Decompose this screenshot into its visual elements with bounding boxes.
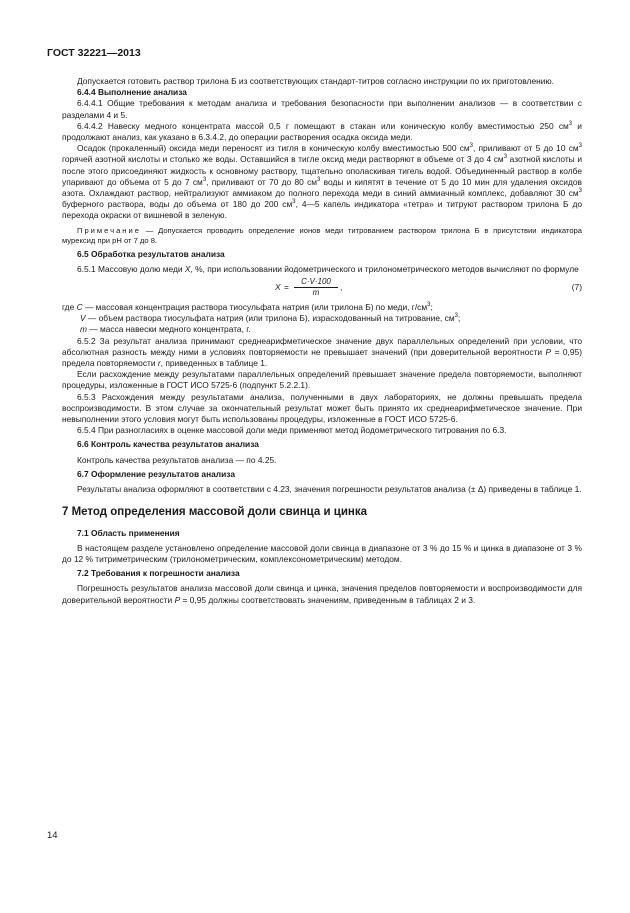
- definition-m: m — масса навески медного концентрата, г.: [80, 324, 251, 335]
- formula-comma: ,: [340, 282, 343, 293]
- formula-lhs: X: [275, 282, 281, 293]
- page-number: 14: [47, 830, 58, 841]
- definition-v: V — объем раствора тиосульфата натрия (или трилона Б), израсходованный на титрование, $см^3$;: [80, 313, 461, 324]
- section-title-6-4-4: 6.4.4 Выполнение анализа: [77, 87, 187, 98]
- paragraph-6-4-4-1: 6.4.4.1 Общие требования к методам анализа и требования безопасности при выполнении анализов — в соответствии с разделами 4 и 5.: [62, 98, 582, 120]
- formula-equals: =: [284, 282, 289, 293]
- formula-7: [62, 277, 582, 299]
- paragraph-titrants: Допускается готовить раствор трилона Б из соответствующих стандарт-титров согласно инструкции по их приготовлению.: [77, 76, 555, 86]
- section-title-7-2: 7.2 Требования к погрешности анализа: [77, 568, 240, 579]
- formula-fraction: [294, 277, 338, 298]
- paragraph-6-5-4: 6.5.4 При разногласиях в оценке массовой доли меди применяют метод йодометрического титрования по 6.3.: [77, 425, 507, 436]
- paragraph-6-7: Результаты анализа оформляют в соответствии с 4.23, значения погрешности результатов анализа (± Δ) приведены в таблице 1.: [77, 484, 582, 495]
- paragraph-7-2: Погрешность результатов анализа массовой доли свинца и цинка, значения пределов повторяемости и воспроизводимости для доверительной вероятности P = 0,95 должны соответствовать значениям, приведенным в таблицах 2 и 3.: [62, 583, 582, 605]
- page-body: [62, 76, 582, 606]
- definition-c: где C — массовая концентрация раствора тиосульфата натрия (или трилона Б) по меди, $г/см^3$;: [62, 302, 433, 313]
- paragraph-6-4-4-2: 6.4.4.2 Навеску медного концентрата массой 0,5 г помещают в стакан или коническую колбу вместимостью 250 $см^3$ и продолжают анализ, как указано в 6.3.4.2, до операции растворения осадка оксида меди.: [62, 120, 582, 143]
- formula-denominator: m: [312, 288, 320, 298]
- section-title-6-6: 6.6 Контроль качества результатов анализа: [77, 439, 259, 450]
- formula-number: (7): [571, 282, 582, 293]
- paragraph-6-5-3: 6.5.3 Расхождения между результатами анализа, полученными в двух лабораториях, не должны превышать предела воспроизводимости. В этом случае за окончательный результат может быть принято их среднеарифметическое значение. При невыполнении этого условия могут быть использованы процедуры, изложенные в ГОСТ ИСО 5725-6.: [62, 391, 582, 425]
- paragraph-6-5-2: 6.5.2 За результат анализа принимают среднеарифметическое значение двух параллельных определений при условии, что абсолютная разность между ними в условиях повторяемости не превышает значений (при доверительной вероятности P = 0,95) предела повторяемости r, приведенных в таблице 1.: [62, 335, 582, 369]
- paragraph-oxide-dissolution: Осадок (прокаленный) оксида меди переносят из тигля в коническую колбу вместимостью 500 $см^3$, приливают от 5 до 10 $см^3$ горячей азотной кислоты и столько же воды. Оставшийся в тигле оксид меди растворяют в объеме от 3 до 4 $см^3$ азотной кислоты и после этого присоединяют жидкость к основному раствору, тщательно ополаскивая тигель водой. Объединенный раствор в колбе упаривают до объема от 5 до 7 $см^3$, приливают от 70 до 80 $см^3$ воды и кипятят в течение от 5 до 10 мин для удаления оксидов азота. Охлаждают раствор, нейтрализуют аммиаком до полного перехода меди в синий аммиачный комплекс, добавляют 30 $см^3$ буферного раствора, воды до объема от 180 до 200 $см^3$, 4—5 капель индикатора «тетра» и титруют раствором трилона Б до перехода окраски от вишневой в зеленую.: [62, 143, 583, 221]
- paragraph-6-5-1: 6.5.1 Массовую долю меди X, %, при использовании йодометрического и трилонометрического методов вычисляют по формуле: [77, 263, 579, 274]
- section-title-7-1: 7.1 Область применения: [77, 527, 180, 538]
- section-title-6-5: 6.5 Обработка результатов анализа: [77, 248, 225, 259]
- paragraph-repeatability: Если расхождение между результатами параллельных определений превышает значение предела повторяемости, выполняют процедуры, изложенные в ГОСТ ИСО 5725-6 (подпункт 5.2.2.1).: [62, 369, 582, 391]
- paragraph-7-1: В настоящем разделе установлено определение массовой доли свинца в диапазоне от 3 % до 15 % и цинка в диапазоне от 3 % до 12 % титриметрическим (трилонометрическим, комплексонометрическим) методом.: [62, 542, 582, 564]
- section-title-7: 7 Метод определения массовой доли свинца и цинка: [62, 506, 367, 519]
- paragraph-6-6: Контроль качества результатов анализа — по 4.25.: [77, 454, 277, 465]
- note: Примечание — Допускается проводить определение ионов меди титрованием раствором трилона Б в присутствии индикатора мурексид при pH от 7 до 8.: [62, 225, 582, 245]
- standard-header: ГОСТ 32221—2013: [47, 47, 141, 59]
- formula-numerator: C·V·100: [294, 277, 338, 288]
- note-label: Примечание: [77, 225, 141, 235]
- section-title-6-7: 6.7 Оформление результатов анализа: [77, 468, 235, 479]
